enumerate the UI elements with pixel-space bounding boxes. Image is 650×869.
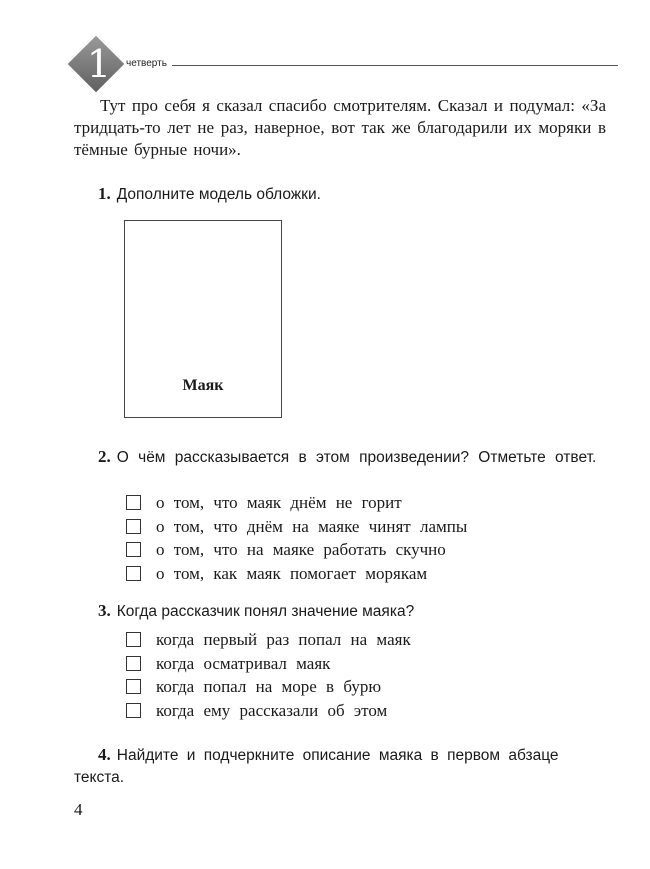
- question-4-number: 4.: [98, 745, 111, 764]
- answer-checkbox[interactable]: [126, 703, 141, 718]
- question-3: [74, 600, 606, 623]
- answer-option-text: о том, что днём на маяке чинят лампы: [156, 516, 468, 536]
- answer-option-text: о том, что маяк днём не горит: [156, 493, 402, 512]
- answer-option-text: когда осматривал маяк: [156, 653, 331, 673]
- cover-model-box[interactable]: [124, 220, 282, 418]
- question-1: [74, 183, 606, 206]
- answer-option-text: о том, как маяк помогает морякам: [156, 563, 428, 583]
- answer-checkbox[interactable]: [126, 566, 141, 581]
- answer-checkbox[interactable]: [126, 632, 141, 647]
- question-1-text: Дополните модель обложки.: [116, 186, 321, 203]
- answer-checkbox[interactable]: [126, 495, 141, 510]
- page-number: 4: [74, 800, 83, 819]
- answer-option-text: о том, что на маяке работать скучно: [156, 540, 446, 559]
- question-4: [74, 744, 606, 789]
- answer-checkbox[interactable]: [126, 679, 141, 694]
- question-2: [74, 446, 606, 469]
- question-2-text: О чём рассказывается в этом произведении? Отметьте ответ.: [116, 449, 597, 466]
- answer-checkbox[interactable]: [126, 656, 141, 671]
- quarter-label: четверть: [126, 58, 167, 69]
- answer-option-text: когда ему рассказали об этом: [156, 700, 388, 720]
- question-4-text: Найдите и подчеркните описание маяка в первом абзаце текста.: [74, 747, 559, 786]
- answer-option-text: когда первый раз попал на маяк: [156, 630, 411, 649]
- cover-title: Маяк: [182, 377, 224, 394]
- question-1-number: 1.: [98, 184, 111, 203]
- question-3-number: 3.: [98, 601, 111, 620]
- answer-option-text: когда попал на море в бурю: [156, 677, 382, 696]
- page-header: [72, 40, 612, 90]
- header-rule: [172, 65, 618, 66]
- quarter-number: 1: [86, 42, 112, 86]
- answer-checkbox[interactable]: [126, 519, 141, 534]
- question-3-text: Когда рассказчик понял значение маяка?: [116, 603, 415, 620]
- answer-checkbox[interactable]: [126, 542, 141, 557]
- question-2-number: 2.: [98, 447, 111, 466]
- intro-paragraph: Тут про себя я сказал спасибо смотрителям. Сказал и подумал: «За тридцать-то лет не раз, наверное, вот так же благодарили их моряки в тёмные бурные ночи».: [74, 96, 606, 159]
